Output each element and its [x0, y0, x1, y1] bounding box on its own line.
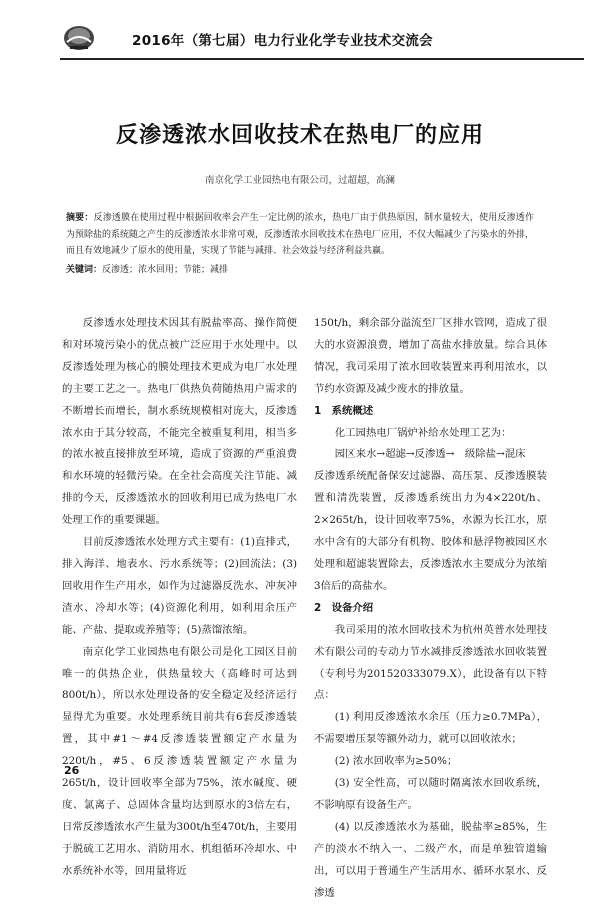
- feature-item: (4) 以反渗透浓水为基础，脱盐率≥85%，生产的淡水不纳入一、二级产水，而是单独管道输出，可以用于普通生产生活用水、循环水泵水、反渗透: [314, 820, 547, 899]
- body-paragraph: 南京化学工业园热电有限公司是化工园区目前唯一的供热企业，供热量较大（高峰时可达到800t/h），所以水处理设备的安全稳定及经济运行显得尤为重要。水处理系统目前共有6套反渗透装置，其中#1～#4反渗透装置额定产水量为220t/h，#5、6反渗透装置额定产水量为265t/h，设计回收率全部为75%，浓水碱度、硬度、氯离子、总固体含量均达到原水的3倍左右，日常反渗透浓水产生量为300t/h至470t/h，主要用于脱硫工艺用水、消防用水、机组循环冷却水、中水系统补水等，回用量将近: [62, 645, 297, 877]
- left-column: [62, 313, 297, 883]
- keywords-text: 反渗透；浓水回用；节能；减排: [102, 265, 229, 275]
- body-paragraph: 我司采用的浓水回收技术为杭州英普水处理技术有限公司的专动力节水减排反渗透浓水回收装置（专利号为201520333079.X），此设备有以下特点：: [314, 623, 547, 702]
- body-paragraph: 150t/h，剩余部分溢流至厂区排水管网，造成了很大的水资源浪费，增加了高盐水排放量。综合具体情况，我司采用了浓水回收装置来再利用浓水，以节约水资源及减少废水的排放量。: [314, 317, 547, 395]
- abstract-label: 摘要：: [66, 213, 94, 223]
- paper-title: 反渗透浓水回收技术在热电厂的应用: [115, 123, 484, 148]
- header-rule: [60, 58, 584, 60]
- right-column: [314, 313, 547, 904]
- keywords-label: 关键词：: [66, 265, 103, 275]
- feature-item: (1) 利用反渗透浓水余压（压力≥0.7MPa），不需要增压泵等额外动力，就可以回收浓水；: [314, 711, 547, 746]
- section-heading-2: 2 设备介绍: [314, 601, 374, 614]
- process-flow: 园区来水→超滤→反渗透→ 级除盐→混床: [334, 448, 526, 461]
- body-paragraph: 化工园热电厂锅炉补给水处理工艺为：: [334, 426, 512, 439]
- abstract: [66, 210, 534, 260]
- conference-logo-icon: [62, 24, 96, 52]
- page-number: 26: [64, 764, 80, 777]
- keywords: [66, 262, 534, 275]
- body-paragraph: 反渗透系统配备保安过滤器、高压泵、反渗透膜装置和清洗装置，反渗透系统出力为4×220t/h、2×265t/h，设计回收率75%，水源为长江水，原水中含有的大部分有机物、胶体和悬浮物被园区水处理和超滤装置除去，反渗透浓水主要成分为浓缩3倍后的高盐水。: [314, 470, 547, 592]
- paper-authors: 南京化学工业园热电有限公司，过超超，高澜: [204, 175, 395, 186]
- abstract-text: 反渗透膜在使用过程中根据回收率会产生一定比例的浓水，热电厂由于供热原因，制水量较大，使用反渗透作为预除盐的系统随之产生的反渗透浓水非常可观，反渗透浓水回收技术在热电厂应用，不仅大幅减少了污染水的外排，而且有效地减少了原水的使用量，实现了节能与减排、社会效益与经济利益共赢。: [66, 213, 535, 256]
- header-title: 2016年（第七届）电力行业化学专业技术交流会: [132, 33, 433, 49]
- section-heading-1: 1 系统概述: [314, 404, 374, 417]
- feature-item: (3) 安全性高，可以随时隔离浓水回收系统，不影响原有设备生产。: [314, 777, 547, 811]
- body-paragraph: 反渗透水处理技术因其有脱盐率高、操作简便和对环境污染小的优点被广泛应用于水处理中。以反渗透处理为核心的膜处理技术更成为电厂水处理的主要工艺之一。热电厂供热负荷随热用户需求的不断增长而增长，制水系统规模相对庞大，反渗透浓水由于其分较高，不能完全被重复利用，相当多的浓水被直接排放至环境，造成了资源的严重浪费和水环境的轻微污染。在全社会高度关注节能、减排的今天，反渗透浓水的回收利用已成为热电厂水处理工作的重要课题。: [62, 317, 297, 527]
- body-paragraph: 目前反渗透浓水处理方式主要有：(1)直排式，排入海洋、地表水、污水系统等；(2)回流法；(3)回收用作生产用水，如作为过滤器反洗水、冲灰冲渣水、冷却水等；(4)资源化利用，如利用余压产能、产盐、提取或养殖等；(5)蒸馏浓缩。: [62, 536, 297, 636]
- page-header: [62, 22, 582, 54]
- feature-item: (2) 浓水回收率为≥50%；: [334, 755, 458, 768]
